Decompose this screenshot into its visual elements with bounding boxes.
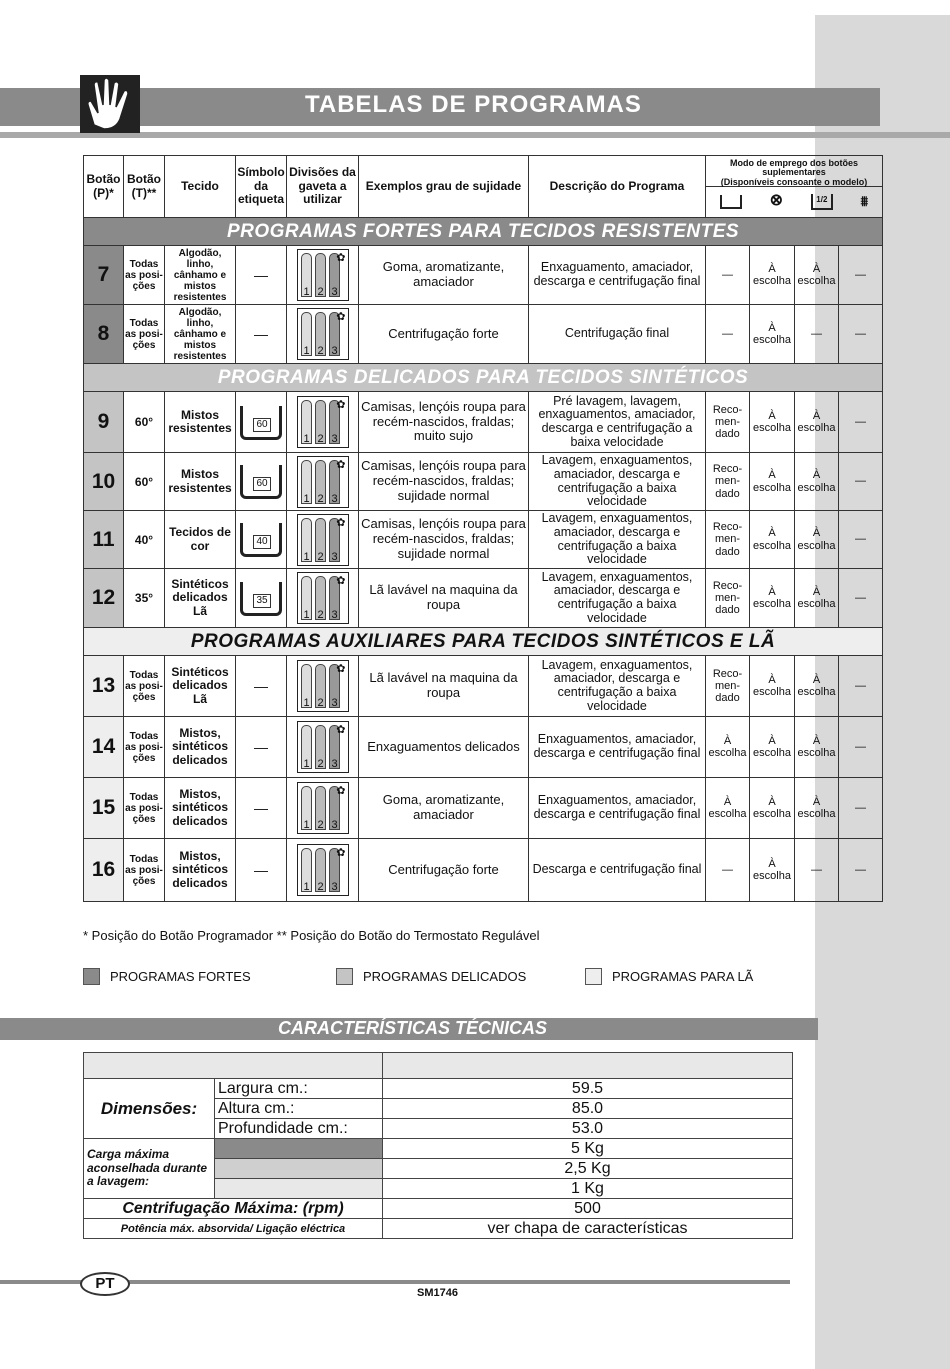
program-example: Camisas, lençóis roupa para recém-nascidos, fraldas; sujidade normal [359, 511, 529, 569]
hand-icon [80, 75, 140, 133]
spin-label: Centrifugação Máxima: (rpm) [84, 1199, 383, 1219]
option-b3: À escolha [795, 778, 839, 839]
legend-label: PROGRAMAS FORTES [110, 969, 251, 984]
option-b4: — [839, 778, 883, 839]
program-number: 11 [84, 511, 124, 569]
program-number: 9 [84, 392, 124, 453]
option-b1: À escolha [706, 778, 750, 839]
option-b4: — [839, 392, 883, 453]
program-example: Centrifugação forte [359, 305, 529, 364]
program-number: 7 [84, 246, 124, 305]
wash-symbol [236, 511, 287, 569]
width-value: 59.5 [383, 1079, 793, 1099]
softener-icon: ✿ [336, 847, 346, 859]
option-b1: Reco-men-dado [706, 511, 750, 569]
legend-label: PROGRAMAS PARA LÃ [612, 969, 754, 984]
program-position: 35° [124, 569, 165, 628]
header-exemplos: Exemplos grau de sujidade [359, 156, 529, 218]
drawer-label: 2 [317, 609, 324, 621]
program-row [84, 511, 883, 569]
temp-label: 40 [253, 535, 271, 549]
washtub-icon [240, 465, 282, 499]
program-fabric: Mistos, sintéticos delicados [165, 778, 236, 839]
stain-icon: ⊗ [769, 192, 784, 210]
drawer-label: 3 [331, 758, 338, 770]
power-label: Potência máx. absorvida/ Ligação eléctrica [84, 1219, 383, 1239]
option-b2: À escolha [750, 778, 795, 839]
load-value-2: 2,5 Kg [383, 1159, 793, 1179]
softener-icon: ✿ [336, 785, 346, 797]
program-description: Descarga e centrifugação final [529, 839, 706, 902]
program-number: 15 [84, 778, 124, 839]
option-b3: À escolha [795, 656, 839, 717]
drawer-label: 3 [331, 492, 338, 505]
temp-label: 35 [253, 594, 271, 608]
drawer-label: 1 [303, 550, 310, 563]
legend-swatch [83, 968, 100, 985]
program-fabric: Mistos resistentes [165, 392, 236, 453]
option-b2: À escolha [750, 453, 795, 511]
program-description: Enxaguamentos, amaciador, descarga e centrifugação final [529, 778, 706, 839]
option-b4: — [839, 717, 883, 778]
drawer-icon [297, 782, 349, 834]
legend-la [585, 968, 753, 985]
drawer-cell [287, 305, 359, 364]
drawer-label: 2 [317, 758, 324, 770]
program-number: 14 [84, 717, 124, 778]
option-b3: À escolha [795, 392, 839, 453]
drawer-label: 1 [303, 609, 310, 621]
section-delicados [84, 364, 883, 392]
option-b4: — [839, 305, 883, 364]
program-fabric: Mistos, sintéticos delicados [165, 839, 236, 902]
header-modo-title: Modo de emprego dos botões suplementares [730, 157, 859, 178]
option-b1: — [706, 839, 750, 902]
softener-icon: ✿ [336, 399, 346, 411]
option-b1: — [706, 305, 750, 364]
drawer-icon [297, 660, 349, 712]
drawer-cell [287, 246, 359, 305]
drawer-label: 2 [317, 433, 324, 445]
program-number: 12 [84, 569, 124, 628]
softener-icon: ✿ [336, 458, 346, 471]
drawer-label: 2 [317, 492, 324, 505]
section-title: PROGRAMAS AUXILIARES PARA TECIDOS SINTÉTICOS E LÃ [84, 628, 883, 656]
drawer-icon [297, 844, 349, 896]
tech-table [83, 1052, 793, 1239]
softener-icon: ✿ [336, 516, 346, 529]
drawer-label: 1 [303, 758, 310, 770]
program-example: Lã lavável na maquina da roupa [359, 656, 529, 717]
drawer-icon [297, 308, 349, 360]
legend-label: PROGRAMAS DELICADOS [363, 969, 527, 984]
program-fabric: Tecidos de cor [165, 511, 236, 569]
option-b1: — [706, 246, 750, 305]
drawer-cell [287, 778, 359, 839]
drawer-cell [287, 453, 359, 511]
drawer-label: 1 [303, 881, 310, 893]
option-b4: — [839, 511, 883, 569]
drawer-label: 3 [331, 819, 338, 831]
rinse-icon: ⩩ [860, 193, 869, 210]
drawer-label: 1 [303, 433, 310, 445]
program-number: 13 [84, 656, 124, 717]
option-b3: À escolha [795, 511, 839, 569]
drawer-label: 2 [317, 819, 324, 831]
option-b2: À escolha [750, 305, 795, 364]
temp-label: 60 [253, 418, 271, 432]
legend-swatch [336, 968, 353, 985]
program-row [84, 305, 883, 364]
option-b2: À escolha [750, 392, 795, 453]
wash-symbol [236, 392, 287, 453]
washtub-icon [240, 406, 282, 440]
option-b1: Reco-men-dado [706, 392, 750, 453]
legend-fortes [83, 968, 251, 985]
program-position: Todas as posi-ções [124, 305, 165, 364]
option-b1: Reco-men-dado [706, 453, 750, 511]
program-example: Camisas, lençóis roupa para recém-nascidos, fraldas; muito sujo [359, 392, 529, 453]
drawer-icon [297, 249, 349, 301]
header-modo-sub: (Disponíveis consoante o modelo) [720, 177, 868, 188]
program-example: Centrifugação forte [359, 839, 529, 902]
header-btn-t: Botão (T)** [124, 156, 165, 218]
drawer-cell [287, 839, 359, 902]
load-label: Carga máxima aconselhada durante a lavagem: [84, 1139, 215, 1199]
program-example: Enxaguamentos delicados [359, 717, 529, 778]
program-description: Enxaguamento, amaciador, descarga e centrifugação final [529, 246, 706, 305]
drawer-label: 3 [331, 881, 338, 893]
program-description: Lavagem, enxaguamentos, amaciador, descarga e centrifugação a baixa velocidade [529, 453, 706, 511]
option-b3: À escolha [795, 569, 839, 628]
legend-swatch [585, 968, 602, 985]
program-position: 60° [124, 453, 165, 511]
program-position: Todas as posi-ções [124, 839, 165, 902]
drawer-cell [287, 656, 359, 717]
drawer-label: 3 [331, 609, 338, 621]
wash-symbol: — [236, 717, 287, 778]
header-divisoes: Divisões da gaveta a utilizar [287, 156, 359, 218]
width-label: Largura cm.: [215, 1079, 383, 1099]
option-b3: À escolha [795, 453, 839, 511]
drawer-label: 2 [317, 345, 324, 357]
option-b2: À escolha [750, 656, 795, 717]
drawer-icon [297, 721, 349, 773]
program-description: Pré lavagem, lavagem, enxaguamentos, amaciador, descarga e centrifugação a baixa velocidade [529, 392, 706, 453]
wash-symbol: — [236, 246, 287, 305]
program-row [84, 839, 883, 902]
footnote: * Posição do Botão Programador ** Posição do Botão do Termostato Regulável [83, 928, 540, 943]
drawer-cell [287, 511, 359, 569]
program-example: Camisas, lençóis roupa para recém-nascidos, fraldas; sujidade normal [359, 453, 529, 511]
option-b3: À escolha [795, 717, 839, 778]
drawer-label: 3 [331, 433, 338, 445]
program-fabric: Algodão, linho, cânhamo e mistos resistentes [165, 305, 236, 364]
height-value: 85.0 [383, 1099, 793, 1119]
prewash-icon [720, 195, 742, 209]
option-b3: — [795, 839, 839, 902]
wash-symbol: — [236, 778, 287, 839]
option-b1: Reco-men-dado [706, 569, 750, 628]
load-value-1: 5 Kg [383, 1139, 793, 1159]
program-row [84, 717, 883, 778]
load-value-3: 1 Kg [383, 1179, 793, 1199]
drawer-icon [297, 396, 349, 448]
program-example: Goma, aromatizante, amaciador [359, 246, 529, 305]
dimensions-label: Dimensões: [84, 1079, 215, 1139]
drawer-icon [297, 572, 349, 624]
washtub-icon [240, 582, 282, 616]
wash-symbol: — [236, 839, 287, 902]
program-description: Lavagem, enxaguamentos, amaciador, descarga e centrifugação a baixa velocidade [529, 511, 706, 569]
program-row [84, 778, 883, 839]
program-fabric: Mistos resistentes [165, 453, 236, 511]
drawer-cell [287, 392, 359, 453]
option-b3: — [795, 305, 839, 364]
drawer-label: 3 [331, 697, 338, 709]
program-description: Enxaguamentos, amaciador, descarga e centrifugação final [529, 717, 706, 778]
drawer-icon [297, 456, 349, 508]
header-descricao: Descrição do Programa [529, 156, 706, 218]
legend-delicados [336, 968, 526, 985]
program-fabric: Sintéticos delicados Lã [165, 656, 236, 717]
header-line [0, 132, 950, 138]
option-b4: — [839, 656, 883, 717]
half-load-icon: 1/2 [811, 194, 833, 210]
drawer-label: 2 [317, 286, 324, 298]
language-badge: PT [80, 1272, 130, 1296]
wash-symbol [236, 453, 287, 511]
program-position: 40° [124, 511, 165, 569]
option-b1: À escolha [706, 717, 750, 778]
program-position: Todas as posi-ções [124, 246, 165, 305]
section-title: PROGRAMAS DELICADOS PARA TECIDOS SINTÉTICOS [84, 364, 883, 392]
programs-table [83, 155, 883, 902]
drawer-label: 2 [317, 697, 324, 709]
header-btn-p: Botão (P)* [84, 156, 124, 218]
option-b4: — [839, 569, 883, 628]
drawer-label: 1 [303, 492, 310, 505]
program-row [84, 569, 883, 628]
section-fortes [84, 218, 883, 246]
option-b2: À escolha [750, 511, 795, 569]
softener-icon: ✿ [336, 311, 346, 323]
option-b4: — [839, 246, 883, 305]
drawer-label: 3 [331, 550, 338, 563]
depth-label: Profundidade cm.: [215, 1119, 383, 1139]
power-value: ver chapa de características [383, 1219, 793, 1239]
page-title: TABELAS DE PROGRAMAS [305, 91, 642, 118]
spin-value: 500 [383, 1199, 793, 1219]
header-modo [706, 156, 883, 218]
drawer-cell [287, 569, 359, 628]
wash-symbol [236, 569, 287, 628]
drawer-label: 2 [317, 550, 324, 563]
height-label: Altura cm.: [215, 1099, 383, 1119]
drawer-label: 2 [317, 881, 324, 893]
depth-value: 53.0 [383, 1119, 793, 1139]
option-b2: À escolha [750, 717, 795, 778]
program-number: 10 [84, 453, 124, 511]
section-title: PROGRAMAS FORTES PARA TECIDOS RESISTENTES [84, 218, 883, 246]
temp-label: 60 [253, 477, 271, 491]
section-auxiliares [84, 628, 883, 656]
drawer-label: 3 [331, 286, 338, 298]
option-b2: À escolha [750, 246, 795, 305]
wash-symbol: — [236, 656, 287, 717]
tech-title: CARACTERÍSTICAS TÉCNICAS [278, 1018, 548, 1038]
softener-icon: ✿ [336, 252, 346, 264]
program-position: 60° [124, 392, 165, 453]
wash-symbol: — [236, 305, 287, 364]
page-code: SM1746 [417, 1287, 458, 1299]
program-row [84, 656, 883, 717]
drawer-cell [287, 717, 359, 778]
program-description: Lavagem, enxaguamentos, amaciador, descarga e centrifugação a baixa velocidade [529, 569, 706, 628]
program-description: Centrifugação final [529, 305, 706, 364]
option-b2: À escolha [750, 839, 795, 902]
program-row [84, 246, 883, 305]
option-b4: — [839, 453, 883, 511]
program-position: Todas as posi-ções [124, 717, 165, 778]
program-fabric: Algodão, linho, cânhamo e mistos resistentes [165, 246, 236, 305]
drawer-label: 1 [303, 819, 310, 831]
program-number: 16 [84, 839, 124, 902]
option-b2: À escolha [750, 569, 795, 628]
drawer-label: 1 [303, 345, 310, 357]
drawer-label: 1 [303, 286, 310, 298]
drawer-label: 3 [331, 345, 338, 357]
drawer-label: 1 [303, 697, 310, 709]
program-fabric: Mistos, sintéticos delicados [165, 717, 236, 778]
program-example: Lã lavável na maquina da roupa [359, 569, 529, 628]
softener-icon: ✿ [336, 724, 346, 736]
table-header [84, 156, 883, 218]
drawer-icon [297, 514, 349, 566]
program-fabric: Sintéticos delicados Lã [165, 569, 236, 628]
program-description: Lavagem, enxaguamentos, amaciador, descarga e centrifugação a baixa velocidade [529, 656, 706, 717]
program-number: 8 [84, 305, 124, 364]
washtub-icon [240, 523, 282, 557]
header-tecido: Tecido [165, 156, 236, 218]
option-b1: Reco-men-dado [706, 656, 750, 717]
program-example: Goma, aromatizante, amaciador [359, 778, 529, 839]
program-position: Todas as posi-ções [124, 656, 165, 717]
program-position: Todas as posi-ções [124, 778, 165, 839]
option-b4: — [839, 839, 883, 902]
option-b3: À escolha [795, 246, 839, 305]
header-simbolo: Símbolo da etiqueta [236, 156, 287, 218]
program-row [84, 392, 883, 453]
softener-icon: ✿ [336, 663, 346, 675]
program-row [84, 453, 883, 511]
softener-icon: ✿ [336, 575, 346, 587]
